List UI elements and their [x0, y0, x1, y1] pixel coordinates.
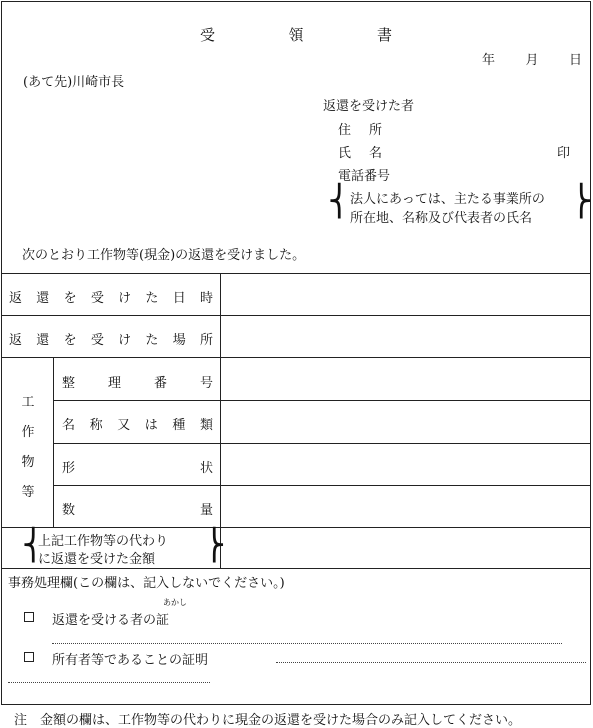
sub-shape-label: 形 状: [62, 461, 213, 476]
item2-dotted-line-2: [8, 682, 210, 683]
row-return-date-label: 返 還 を 受 け た 日 時: [9, 291, 213, 306]
corp-note-line2: 所在地、名称及び代表者の氏名: [350, 211, 533, 226]
money-open-bracket: ⎨: [22, 528, 45, 563]
date-year: 年: [482, 53, 496, 68]
quantity-field[interactable]: [222, 487, 588, 526]
row-return-place-label: 返 還 を 受 け た 場 所: [9, 333, 213, 348]
intro-text: 次のとおり工作物等(現金)の返還を受けました。: [22, 248, 306, 263]
money-label-line1: 上記工作物等の代わり: [38, 534, 169, 549]
title-char: 領: [288, 26, 304, 44]
addressee: (あて先)川崎市長: [23, 75, 125, 90]
title-char: 書: [376, 26, 392, 44]
recipient-label: 返還を受けた者: [323, 99, 415, 114]
item1-checkbox[interactable]: [24, 612, 34, 622]
name-label: 氏 名: [338, 146, 382, 161]
title-char: 受: [200, 26, 216, 44]
item2-label: 所有者等であることの証明: [52, 653, 209, 668]
office-use-heading: 事務処理欄(この欄は、記入しないでください。): [8, 576, 285, 591]
date-month: 月: [525, 53, 539, 68]
sub-qty-label: 数 量: [62, 503, 213, 518]
footnote: 注 金額の欄は、工作物等の代わりに現金の返還を受けた場合のみ記入してください。: [14, 713, 522, 728]
date-day: 日: [568, 53, 582, 68]
item1-label: 返還を受ける者の証: [52, 613, 170, 628]
structure-group-label: 工 作 物 等: [21, 395, 35, 500]
shape-field[interactable]: [222, 445, 588, 484]
money-amount-field[interactable]: [222, 529, 588, 567]
corp-note-open-bracket: ⎨: [328, 184, 351, 219]
money-label-line2: に返還を受けた金額: [38, 552, 156, 567]
sub-number-label: 整 理 番 号: [62, 376, 213, 391]
corp-note-line1: 法人にあっては、主たる事業所の: [350, 192, 545, 207]
corp-note-close-bracket: ⎬: [570, 184, 593, 219]
item2-dotted-line: [276, 662, 586, 663]
date-line: [482, 49, 582, 68]
name-type-field[interactable]: [222, 402, 588, 442]
sub-name-label: 名 称 又 は 種 類: [62, 418, 213, 433]
seal-mark: 印: [557, 146, 571, 161]
form-title: [200, 24, 392, 45]
item2-checkbox[interactable]: [24, 652, 34, 662]
number-field[interactable]: [222, 359, 588, 399]
item1-dotted-line: [52, 643, 562, 644]
address-label: 住 所: [338, 123, 382, 138]
return-place-field[interactable]: [222, 317, 588, 355]
return-date-field[interactable]: [222, 275, 588, 313]
money-close-bracket: ⎬: [203, 528, 226, 563]
phone-label: 電話番号: [338, 169, 391, 184]
item1-ruby: あかし: [163, 598, 187, 607]
